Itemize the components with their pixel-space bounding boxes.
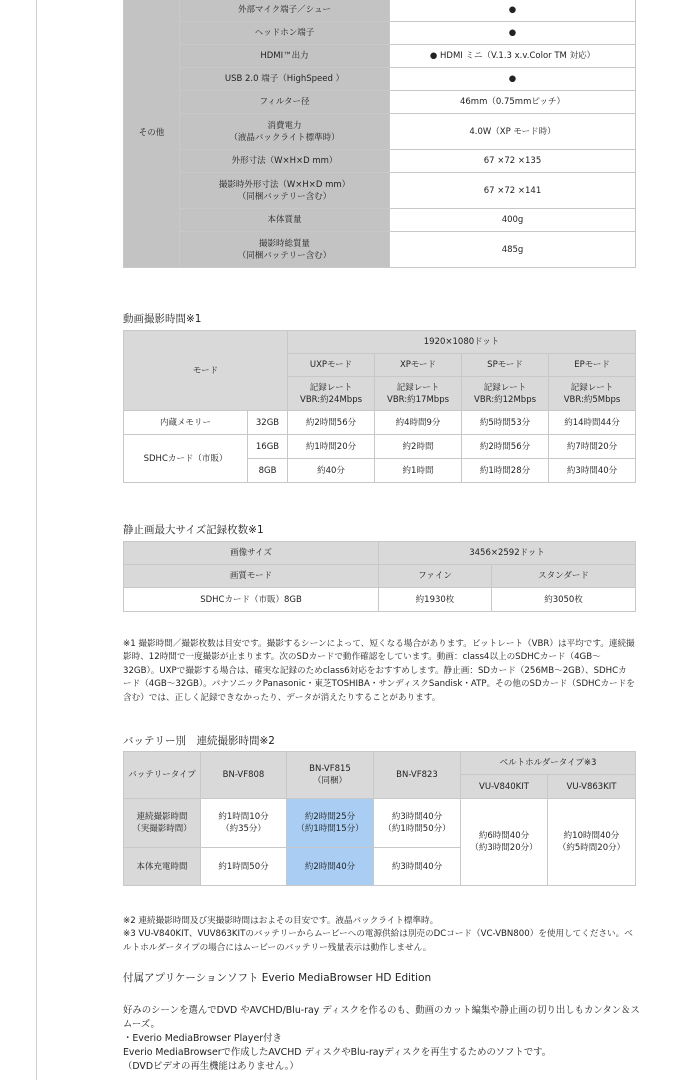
image-size-value: 3456×2592ドット [379, 542, 636, 565]
spec-value: 67 ×72 ×141 [390, 173, 636, 209]
spec-category: その他 [124, 0, 180, 268]
battery-section-title: バッテリー別 連続撮影時間※2 [123, 735, 275, 747]
mode-header: モード [124, 331, 288, 411]
battery-model: BN-VF823 [374, 752, 461, 799]
time-cell: 約2時間40分 [287, 848, 374, 886]
time-cell: 約1時間28分 [462, 459, 549, 483]
charge-time-label: 本体充電時間 [124, 848, 201, 886]
spec-value: 67 ×72 ×135 [390, 150, 636, 173]
mode-ep: EPモード [549, 354, 636, 377]
belt-holder-label: ベルトホルダータイプ※3 [461, 752, 636, 775]
time-cell: 約3時間40分 （約1時間50分） [374, 799, 461, 848]
time-cell: 約2時間25分 （約1時間15分） [287, 799, 374, 848]
battery-table [123, 751, 635, 886]
note-2: ※2 連続撮影時間及び実撮影時間はおよその目安です。液晶バックライト標準時。 ※3 VU-V840KIT、VUV863KITのバッテリーからムービーへの電源供給は別売のDCコード（VC-VBN800）を使用してください。ベルトホルダータイプの場合にはムービーのバッテリー残量表示は動作しません。 [123, 916, 633, 953]
spec-label: 外形寸法（W×H×D mm） [180, 150, 390, 173]
spec-label: 本体質量 [180, 209, 390, 232]
software-description: 好みのシーンを選んでDVD やAVCHD/Blu-ray ディスクを作るのも、動画のカット編集や静止画の切り出しもカンタン＆スムーズ。 ・Everio MediaBrowser Player付き Everio MediaBrowserで作成したAVCHD ディスクやBlu-rayディスクを再生するためのソフトです。 （DVDビデオの再生機能はありません。） [123, 1005, 640, 1072]
time-cell: 約4時間9分 [375, 411, 462, 435]
internal-memory-label: 内蔵メモリー [124, 411, 248, 435]
spec-label: USB 2.0 端子（HighSpeed ） [180, 68, 390, 91]
time-cell: 約1時間 [375, 459, 462, 483]
software-section-title: 付属アプリケーションソフト Everio MediaBrowser HD Edition [123, 972, 432, 984]
belt-model: VU-V863KIT [548, 775, 636, 799]
count-cell: 約1930枚 [379, 588, 492, 612]
battery-type-label: バッテリータイプ [124, 752, 201, 799]
continuous-time-label: 連続撮影時間 （実撮影時間） [124, 799, 201, 848]
rate-xp: 記録レート VBR:約17Mbps [375, 377, 462, 411]
spec-value: ● [390, 22, 636, 45]
spec-label: 外部マイク端子／シュー [180, 0, 390, 22]
spec-label: 撮影時総質量 （同梱バッテリー含む） [180, 232, 390, 268]
video-table [123, 330, 635, 483]
table-row [124, 411, 636, 435]
rate-sp: 記録レート VBR:約12Mbps [462, 377, 549, 411]
spec-value: 4.0W（XP モード時） [390, 114, 636, 150]
time-cell: 約3時間40分 [549, 459, 636, 483]
time-cell: 約2時間56分 [462, 435, 549, 459]
spec-label: HDMI™出力 [180, 45, 390, 68]
time-cell: 約1時間50分 [201, 848, 287, 886]
spec-value: ● HDMI ミニ（V.1.3 x.v.Color TM 対応） [390, 45, 636, 68]
spec-value: 485g [390, 232, 636, 268]
spec-value: ● [390, 68, 636, 91]
table-row [124, 588, 636, 612]
table-row [124, 435, 636, 459]
mode-uxp: UXPモード [288, 354, 375, 377]
spec-label: 撮影時外形寸法（W×H×D mm） （同梱バッテリー含む） [180, 173, 390, 209]
still-section-title: 静止画最大サイズ記録枚数※1 [123, 524, 264, 536]
image-size-label: 画像サイズ [124, 542, 379, 565]
page-left-border [36, 0, 37, 1080]
belt-model: VU-V840KIT [461, 775, 548, 799]
time-cell: 約1時間10分 （約35分） [201, 799, 287, 848]
belt-time-cell: 約6時間40分 （約3時間20分） [461, 799, 548, 886]
belt-time-cell: 約10時間40分 （約5時間20分） [548, 799, 636, 886]
resolution-header: 1920×1080ドット [288, 331, 636, 354]
sdhc-label: SDHCカード（市販） [124, 435, 248, 483]
mode-sp: SPモード [462, 354, 549, 377]
still-table [123, 541, 635, 612]
rate-ep: 記録レート VBR:約5Mbps [549, 377, 636, 411]
time-cell: 約5時間53分 [462, 411, 549, 435]
spec-label: 消費電力 （液晶バックライト標準時） [180, 114, 390, 150]
note-1: ※1 撮影時間／撮影枚数は目安です。撮影するシーンによって、短くなる場合があります。ビットレート（VBR）は平均です。連続撮影時、12時間で一度撮影が止まります。次のSDカードで動作確認をしています。動画：class4以上のSDHCカード（4GB〜32GB）。UXPで撮影する場合は、確実な記録のためclass6対応をおすすめします。静止画：SDカード（256MB〜2GB）、SDHCカード（4GB〜32GB）。パナソニックPanasonic・東芝TOSHIBA・サンディスクSandisk・ATP。その他のSDカード（SDHCカードを含む）では、正しく記録できなかったり、データが消えたりすることがあります。 [123, 639, 635, 703]
time-cell: 約7時間20分 [549, 435, 636, 459]
card-label: SDHCカード（市販）8GB [124, 588, 379, 612]
battery-model: BN-VF808 [201, 752, 287, 799]
spec-label: フィルター径 [180, 91, 390, 114]
table-row [124, 799, 636, 848]
battery-model: BN-VF815 （同梱） [287, 752, 374, 799]
quality-fine: ファイン [379, 565, 492, 588]
mode-xp: XPモード [375, 354, 462, 377]
quality-label: 画質モード [124, 565, 379, 588]
time-cell: 約2時間 [375, 435, 462, 459]
time-cell: 約14時間44分 [549, 411, 636, 435]
size-cell: 8GB [248, 459, 288, 483]
spec-table [123, 0, 635, 268]
rate-uxp: 記録レート VBR:約24Mbps [288, 377, 375, 411]
quality-standard: スタンダード [492, 565, 636, 588]
time-cell: 約3時間40分 [374, 848, 461, 886]
size-cell: 32GB [248, 411, 288, 435]
time-cell: 約40分 [288, 459, 375, 483]
spec-label: ヘッドホン端子 [180, 22, 390, 45]
spec-value: ● [390, 0, 636, 22]
video-section-title: 動画撮影時間※1 [123, 313, 202, 325]
time-cell: 約2時間56分 [288, 411, 375, 435]
size-cell: 16GB [248, 435, 288, 459]
spec-value: 46mm（0.75mmピッチ） [390, 91, 636, 114]
time-cell: 約1時間20分 [288, 435, 375, 459]
spec-value: 400g [390, 209, 636, 232]
count-cell: 約3050枚 [492, 588, 636, 612]
